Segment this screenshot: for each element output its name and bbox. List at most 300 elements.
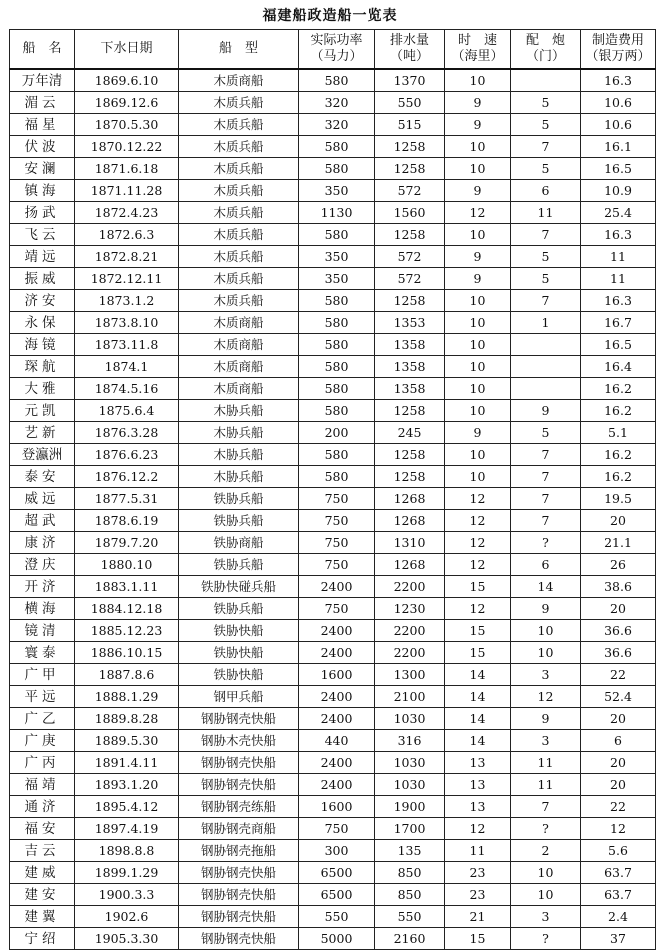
- guns-cell: 9: [511, 400, 581, 422]
- displacement-cell: 2200: [375, 576, 445, 598]
- power-cell: 580: [299, 378, 375, 400]
- displacement-cell: 1268: [375, 488, 445, 510]
- displacement-cell: 1268: [375, 510, 445, 532]
- speed-cell: 14: [445, 708, 511, 730]
- displacement-cell: 572: [375, 246, 445, 268]
- power-cell: 580: [299, 69, 375, 92]
- header-cost: 制造费用 （银万两）: [581, 30, 656, 70]
- cost-cell: 16.2: [581, 444, 656, 466]
- displacement-cell: 515: [375, 114, 445, 136]
- displacement-cell: 1358: [375, 356, 445, 378]
- ship-name-cell: 超武: [10, 510, 75, 532]
- table-row: [10, 356, 656, 378]
- speed-cell: 15: [445, 620, 511, 642]
- speed-cell: 10: [445, 466, 511, 488]
- ship-name-cell: 宁绍: [10, 928, 75, 950]
- displacement-cell: 1358: [375, 378, 445, 400]
- cost-cell: 16.5: [581, 158, 656, 180]
- header-row: [10, 30, 656, 70]
- speed-cell: 9: [445, 92, 511, 114]
- cost-cell: 21.1: [581, 532, 656, 554]
- table-body: [10, 69, 656, 950]
- launch-date-cell: 1888.1.29: [75, 686, 179, 708]
- table-row: [10, 422, 656, 444]
- power-cell: 2400: [299, 752, 375, 774]
- ship-type-cell: 钢甲兵船: [179, 686, 299, 708]
- cost-cell: 16.1: [581, 136, 656, 158]
- ship-type-cell: 木质商船: [179, 356, 299, 378]
- ship-name-cell: 扬武: [10, 202, 75, 224]
- table-row: [10, 576, 656, 598]
- ship-type-cell: 木质兵船: [179, 158, 299, 180]
- speed-cell: 9: [445, 114, 511, 136]
- cost-cell: 16.2: [581, 466, 656, 488]
- guns-cell: 12: [511, 686, 581, 708]
- speed-cell: 12: [445, 818, 511, 840]
- displacement-cell: 1358: [375, 334, 445, 356]
- header-name: 船 名: [10, 30, 75, 70]
- table-row: [10, 532, 656, 554]
- launch-date-cell: 1876.12.2: [75, 466, 179, 488]
- guns-cell: 7: [511, 488, 581, 510]
- table-row: [10, 598, 656, 620]
- launch-date-cell: 1871.11.28: [75, 180, 179, 202]
- cost-cell: 16.4: [581, 356, 656, 378]
- ship-name-cell: 元凯: [10, 400, 75, 422]
- ship-type-cell: 木质兵船: [179, 246, 299, 268]
- table-row: [10, 730, 656, 752]
- cost-cell: 19.5: [581, 488, 656, 510]
- table-row: [10, 69, 656, 92]
- table-row: [10, 664, 656, 686]
- launch-date-cell: 1905.3.30: [75, 928, 179, 950]
- ship-name-cell: 镇海: [10, 180, 75, 202]
- displacement-cell: 850: [375, 884, 445, 906]
- launch-date-cell: 1869.12.6: [75, 92, 179, 114]
- launch-date-cell: 1872.8.21: [75, 246, 179, 268]
- launch-date-cell: 1883.1.11: [75, 576, 179, 598]
- table-row: [10, 510, 656, 532]
- table-row: [10, 818, 656, 840]
- ship-name-cell: 通济: [10, 796, 75, 818]
- ship-name-cell: 琛航: [10, 356, 75, 378]
- cost-cell: 63.7: [581, 884, 656, 906]
- table-row: [10, 620, 656, 642]
- cost-cell: 11: [581, 268, 656, 290]
- speed-cell: 15: [445, 928, 511, 950]
- guns-cell: 7: [511, 224, 581, 246]
- guns-cell: 6: [511, 554, 581, 576]
- power-cell: 580: [299, 224, 375, 246]
- table-row: [10, 774, 656, 796]
- displacement-cell: 1258: [375, 136, 445, 158]
- table-row: [10, 224, 656, 246]
- guns-cell: 9: [511, 598, 581, 620]
- ship-name-cell: 福安: [10, 818, 75, 840]
- launch-date-cell: 1891.4.11: [75, 752, 179, 774]
- displacement-cell: 550: [375, 906, 445, 928]
- table-row: [10, 378, 656, 400]
- launch-date-cell: 1873.1.2: [75, 290, 179, 312]
- speed-cell: 10: [445, 158, 511, 180]
- table-title: 福建船政造船一览表: [262, 8, 398, 24]
- launch-date-cell: 1872.6.3: [75, 224, 179, 246]
- speed-cell: 9: [445, 268, 511, 290]
- speed-cell: 9: [445, 180, 511, 202]
- ship-type-cell: 铁胁快船: [179, 664, 299, 686]
- displacement-cell: 316: [375, 730, 445, 752]
- speed-cell: 10: [445, 356, 511, 378]
- ship-name-cell: 平远: [10, 686, 75, 708]
- speed-cell: 10: [445, 69, 511, 92]
- ship-name-cell: 福星: [10, 114, 75, 136]
- power-cell: 2400: [299, 708, 375, 730]
- table-row: [10, 290, 656, 312]
- ship-name-cell: 广庚: [10, 730, 75, 752]
- cost-cell: 37: [581, 928, 656, 950]
- guns-cell: 7: [511, 290, 581, 312]
- guns-cell: ?: [511, 928, 581, 950]
- power-cell: 750: [299, 818, 375, 840]
- guns-cell: [511, 356, 581, 378]
- table-row: [10, 708, 656, 730]
- ship-name-cell: 登瀛洲: [10, 444, 75, 466]
- cost-cell: 10.6: [581, 114, 656, 136]
- launch-date-cell: 1874.5.16: [75, 378, 179, 400]
- speed-cell: 10: [445, 444, 511, 466]
- guns-cell: 5: [511, 246, 581, 268]
- guns-cell: 11: [511, 202, 581, 224]
- displacement-cell: 1230: [375, 598, 445, 620]
- ship-name-cell: 开济: [10, 576, 75, 598]
- ship-name-cell: 建翼: [10, 906, 75, 928]
- launch-date-cell: 1886.10.15: [75, 642, 179, 664]
- speed-cell: 23: [445, 862, 511, 884]
- guns-cell: 1: [511, 312, 581, 334]
- guns-cell: 3: [511, 664, 581, 686]
- cost-cell: 16.3: [581, 290, 656, 312]
- ship-type-cell: 铁胁兵船: [179, 488, 299, 510]
- launch-date-cell: 1876.6.23: [75, 444, 179, 466]
- cost-cell: 20: [581, 598, 656, 620]
- launch-date-cell: 1872.12.11: [75, 268, 179, 290]
- displacement-cell: 1300: [375, 664, 445, 686]
- ship-type-cell: 钢胁钢壳快船: [179, 884, 299, 906]
- launch-date-cell: 1880.10: [75, 554, 179, 576]
- cost-cell: 52.4: [581, 686, 656, 708]
- power-cell: 580: [299, 466, 375, 488]
- cost-cell: 2.4: [581, 906, 656, 928]
- ship-type-cell: 木胁兵船: [179, 400, 299, 422]
- ship-name-cell: 建威: [10, 862, 75, 884]
- guns-cell: 6: [511, 180, 581, 202]
- speed-cell: 12: [445, 202, 511, 224]
- guns-cell: 11: [511, 752, 581, 774]
- power-cell: 2400: [299, 642, 375, 664]
- ship-type-cell: 木质商船: [179, 69, 299, 92]
- table-row: [10, 686, 656, 708]
- ship-type-cell: 木质兵船: [179, 202, 299, 224]
- cost-cell: 20: [581, 510, 656, 532]
- power-cell: 2400: [299, 774, 375, 796]
- displacement-cell: 1258: [375, 466, 445, 488]
- table-row: [10, 554, 656, 576]
- displacement-cell: 550: [375, 92, 445, 114]
- ship-type-cell: 铁胁兵船: [179, 554, 299, 576]
- displacement-cell: 1258: [375, 290, 445, 312]
- displacement-cell: 2160: [375, 928, 445, 950]
- launch-date-cell: 1872.4.23: [75, 202, 179, 224]
- launch-date-cell: 1877.5.31: [75, 488, 179, 510]
- power-cell: 580: [299, 334, 375, 356]
- ship-name-cell: 伏波: [10, 136, 75, 158]
- table-row: [10, 180, 656, 202]
- launch-date-cell: 1873.11.8: [75, 334, 179, 356]
- power-cell: 5000: [299, 928, 375, 950]
- guns-cell: 5: [511, 422, 581, 444]
- launch-date-cell: 1887.8.6: [75, 664, 179, 686]
- guns-cell: 3: [511, 730, 581, 752]
- launch-date-cell: 1870.12.22: [75, 136, 179, 158]
- guns-cell: 7: [511, 796, 581, 818]
- ship-type-cell: 木胁兵船: [179, 466, 299, 488]
- guns-cell: 14: [511, 576, 581, 598]
- ship-type-cell: 木质兵船: [179, 114, 299, 136]
- guns-cell: 10: [511, 620, 581, 642]
- guns-cell: [511, 334, 581, 356]
- table-row: [10, 884, 656, 906]
- ship-type-cell: 铁胁兵船: [179, 510, 299, 532]
- speed-cell: 12: [445, 488, 511, 510]
- cost-cell: 20: [581, 708, 656, 730]
- power-cell: 440: [299, 730, 375, 752]
- speed-cell: 12: [445, 510, 511, 532]
- header-date: 下水日期: [75, 30, 179, 70]
- cost-cell: 38.6: [581, 576, 656, 598]
- speed-cell: 13: [445, 796, 511, 818]
- table-row: [10, 202, 656, 224]
- speed-cell: 15: [445, 642, 511, 664]
- ship-type-cell: 钢胁钢壳快船: [179, 774, 299, 796]
- ship-type-cell: 钢胁钢壳快船: [179, 906, 299, 928]
- table-row: [10, 840, 656, 862]
- table-row: [10, 444, 656, 466]
- speed-cell: 11: [445, 840, 511, 862]
- cost-cell: 16.7: [581, 312, 656, 334]
- displacement-cell: 1258: [375, 224, 445, 246]
- guns-cell: 7: [511, 510, 581, 532]
- guns-cell: 3: [511, 906, 581, 928]
- displacement-cell: 1700: [375, 818, 445, 840]
- cost-cell: 5.6: [581, 840, 656, 862]
- ship-name-cell: 振威: [10, 268, 75, 290]
- cost-cell: 16.2: [581, 378, 656, 400]
- guns-cell: 5: [511, 92, 581, 114]
- speed-cell: 14: [445, 730, 511, 752]
- displacement-cell: 850: [375, 862, 445, 884]
- ship-name-cell: 大雅: [10, 378, 75, 400]
- ship-name-cell: 建安: [10, 884, 75, 906]
- power-cell: 550: [299, 906, 375, 928]
- guns-cell: 2: [511, 840, 581, 862]
- table-row: [10, 114, 656, 136]
- header-power: 实际功率 （马力）: [299, 30, 375, 70]
- speed-cell: 13: [445, 752, 511, 774]
- ship-type-cell: 木质商船: [179, 334, 299, 356]
- guns-cell: 5: [511, 114, 581, 136]
- cost-cell: 16.3: [581, 224, 656, 246]
- launch-date-cell: 1873.8.10: [75, 312, 179, 334]
- ship-name-cell: 广乙: [10, 708, 75, 730]
- power-cell: 320: [299, 92, 375, 114]
- launch-date-cell: 1884.12.18: [75, 598, 179, 620]
- ship-type-cell: 铁胁快船: [179, 642, 299, 664]
- guns-cell: [511, 378, 581, 400]
- ship-name-cell: 飞云: [10, 224, 75, 246]
- ship-type-cell: 钢胁钢壳快船: [179, 752, 299, 774]
- ship-type-cell: 钢胁钢壳商船: [179, 818, 299, 840]
- guns-cell: ?: [511, 818, 581, 840]
- header-type: 船 型: [179, 30, 299, 70]
- table-row: [10, 796, 656, 818]
- ship-type-cell: 木质兵船: [179, 180, 299, 202]
- ship-type-cell: 木质兵船: [179, 290, 299, 312]
- ship-name-cell: 济安: [10, 290, 75, 312]
- launch-date-cell: 1897.4.19: [75, 818, 179, 840]
- ship-type-cell: 铁胁兵船: [179, 598, 299, 620]
- power-cell: 1130: [299, 202, 375, 224]
- speed-cell: 15: [445, 576, 511, 598]
- table-row: [10, 136, 656, 158]
- guns-cell: 5: [511, 158, 581, 180]
- guns-cell: 7: [511, 466, 581, 488]
- cost-cell: 20: [581, 752, 656, 774]
- ship-type-cell: 钢胁钢壳快船: [179, 862, 299, 884]
- launch-date-cell: 1870.5.30: [75, 114, 179, 136]
- speed-cell: 12: [445, 554, 511, 576]
- power-cell: 580: [299, 290, 375, 312]
- speed-cell: 10: [445, 136, 511, 158]
- ship-name-cell: 吉云: [10, 840, 75, 862]
- cost-cell: 10.9: [581, 180, 656, 202]
- launch-date-cell: 1875.6.4: [75, 400, 179, 422]
- guns-cell: 5: [511, 268, 581, 290]
- ship-type-cell: 铁胁快碰兵船: [179, 576, 299, 598]
- guns-cell: 7: [511, 444, 581, 466]
- launch-date-cell: 1878.6.19: [75, 510, 179, 532]
- ship-name-cell: 广甲: [10, 664, 75, 686]
- displacement-cell: 1258: [375, 400, 445, 422]
- cost-cell: 22: [581, 796, 656, 818]
- displacement-cell: 1030: [375, 752, 445, 774]
- speed-cell: 10: [445, 224, 511, 246]
- displacement-cell: 1370: [375, 69, 445, 92]
- speed-cell: 10: [445, 334, 511, 356]
- ship-type-cell: 木质兵船: [179, 224, 299, 246]
- displacement-cell: 245: [375, 422, 445, 444]
- ship-name-cell: 澄庆: [10, 554, 75, 576]
- displacement-cell: 135: [375, 840, 445, 862]
- ship-name-cell: 威远: [10, 488, 75, 510]
- ship-name-cell: 寰泰: [10, 642, 75, 664]
- table-row: [10, 158, 656, 180]
- power-cell: 350: [299, 246, 375, 268]
- speed-cell: 12: [445, 598, 511, 620]
- ship-type-cell: 钢胁木壳快船: [179, 730, 299, 752]
- displacement-cell: 1030: [375, 708, 445, 730]
- guns-cell: ?: [511, 532, 581, 554]
- displacement-cell: 2100: [375, 686, 445, 708]
- guns-cell: 10: [511, 862, 581, 884]
- power-cell: 1600: [299, 796, 375, 818]
- ship-type-cell: 木胁兵船: [179, 422, 299, 444]
- guns-cell: 10: [511, 884, 581, 906]
- table-row: [10, 642, 656, 664]
- launch-date-cell: 1885.12.23: [75, 620, 179, 642]
- table-row: [10, 268, 656, 290]
- launch-date-cell: 1902.6: [75, 906, 179, 928]
- power-cell: 580: [299, 158, 375, 180]
- ship-name-cell: 泰安: [10, 466, 75, 488]
- displacement-cell: 1030: [375, 774, 445, 796]
- launch-date-cell: 1879.7.20: [75, 532, 179, 554]
- speed-cell: 13: [445, 774, 511, 796]
- displacement-cell: 572: [375, 180, 445, 202]
- ship-type-cell: 钢胁钢壳快船: [179, 928, 299, 950]
- cost-cell: 16.2: [581, 400, 656, 422]
- table-row: [10, 906, 656, 928]
- power-cell: 2400: [299, 620, 375, 642]
- cost-cell: 22: [581, 664, 656, 686]
- ship-type-cell: 木质商船: [179, 312, 299, 334]
- launch-date-cell: 1874.1: [75, 356, 179, 378]
- table-row: [10, 92, 656, 114]
- ship-name-cell: 靖远: [10, 246, 75, 268]
- ship-type-cell: 木胁兵船: [179, 444, 299, 466]
- launch-date-cell: 1900.3.3: [75, 884, 179, 906]
- launch-date-cell: 1899.1.29: [75, 862, 179, 884]
- displacement-cell: 1900: [375, 796, 445, 818]
- power-cell: 320: [299, 114, 375, 136]
- cost-cell: 6: [581, 730, 656, 752]
- ship-name-cell: 广丙: [10, 752, 75, 774]
- power-cell: 580: [299, 444, 375, 466]
- table-row: [10, 246, 656, 268]
- launch-date-cell: 1871.6.18: [75, 158, 179, 180]
- ship-type-cell: 钢胁钢壳快船: [179, 708, 299, 730]
- power-cell: 1600: [299, 664, 375, 686]
- speed-cell: 14: [445, 664, 511, 686]
- table-row: [10, 862, 656, 884]
- cost-cell: 5.1: [581, 422, 656, 444]
- power-cell: 2400: [299, 576, 375, 598]
- ship-type-cell: 木质兵船: [179, 92, 299, 114]
- power-cell: 6500: [299, 884, 375, 906]
- header-displacement: 排水量 （吨）: [375, 30, 445, 70]
- launch-date-cell: 1895.4.12: [75, 796, 179, 818]
- ship-type-cell: 铁胁商船: [179, 532, 299, 554]
- ship-name-cell: 镜清: [10, 620, 75, 642]
- cost-cell: 25.4: [581, 202, 656, 224]
- table-row: [10, 488, 656, 510]
- ship-name-cell: 艺新: [10, 422, 75, 444]
- launch-date-cell: 1889.8.28: [75, 708, 179, 730]
- guns-cell: 7: [511, 136, 581, 158]
- power-cell: 750: [299, 598, 375, 620]
- table-row: [10, 928, 656, 950]
- displacement-cell: 2200: [375, 620, 445, 642]
- displacement-cell: 1353: [375, 312, 445, 334]
